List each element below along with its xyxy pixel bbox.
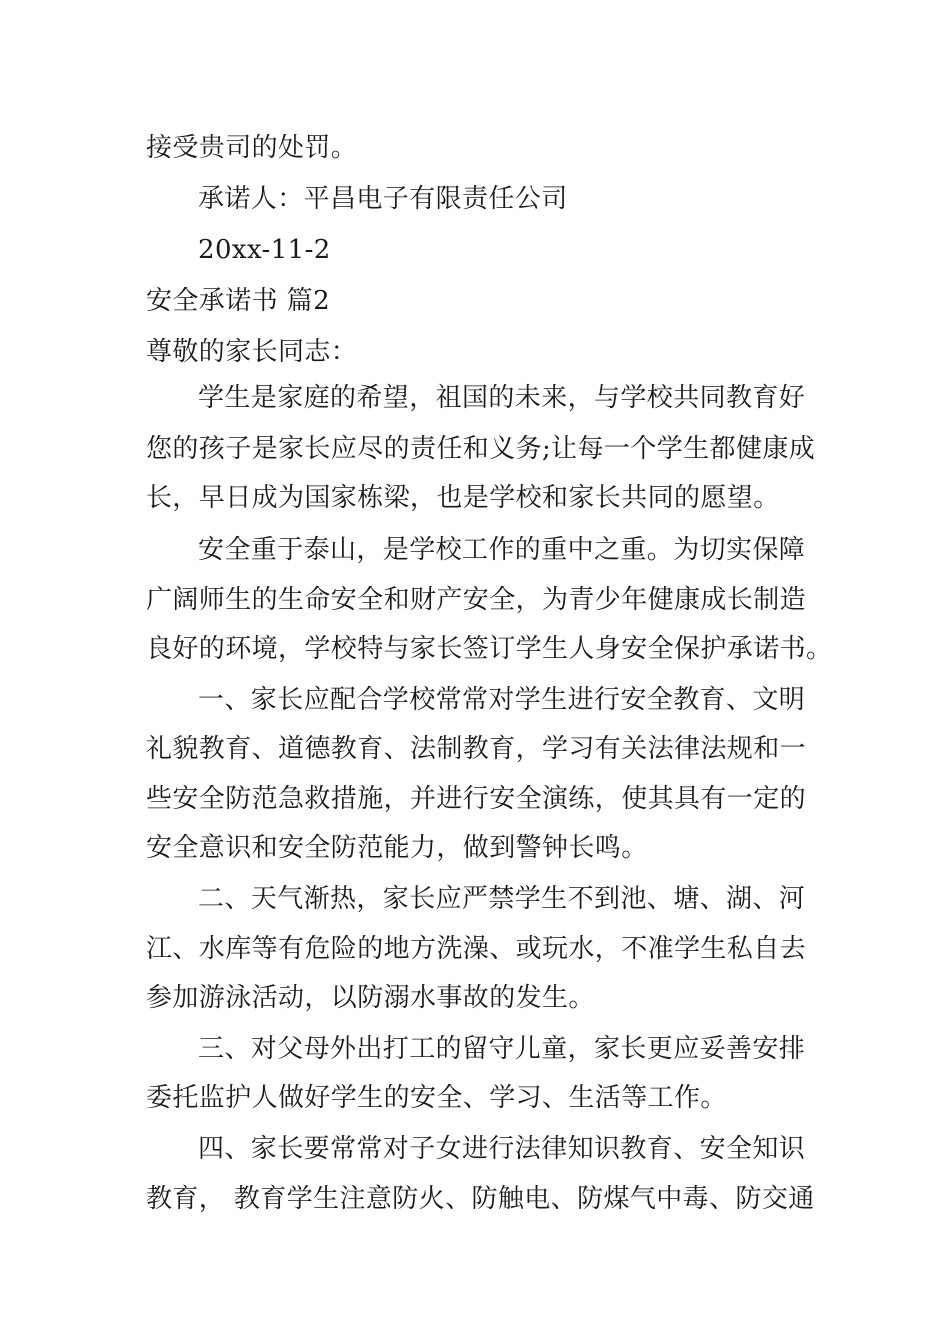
text-line: 三、对父母外出打工的留守儿童，家长更应妥善安排	[198, 1034, 806, 1064]
text-line: 江、水库等有危险的地方洗澡、或玩水，不准学生私自去	[146, 934, 807, 964]
text-line: 良好的环境，学校特与家长签订学生人身安全保护承诺书。	[146, 634, 833, 664]
text-line: 您的孩子是家长应尽的责任和义务;让每一个学生都健康成	[146, 434, 816, 464]
text-line: 委托监护人做好学生的安全、学习、生活等工作。	[146, 1083, 727, 1113]
text-line: 长，早日成为国家栋梁，也是学校和家长共同的愿望。	[146, 483, 780, 513]
text-line: 些安全防范急救措施，并进行安全演练，使其具有一定的	[146, 784, 807, 814]
salutation: 尊敬的家长同志：	[146, 337, 358, 367]
text-line: 二、天气渐热，家长应严禁学生不到池、塘、湖、河	[198, 884, 806, 914]
text-line: 一、家长应配合学校常常对学生进行安全教育、文明	[198, 685, 806, 715]
text-line: 安全意识和安全防范能力，做到警钟长鸣。	[146, 833, 648, 863]
text-line: 礼貌教育、道德教育、法制教育，学习有关法律法规和一	[146, 734, 807, 764]
text-line: 四、家长要常常对子女进行法律知识教育、安全知识	[198, 1134, 806, 1164]
text-line: 参加游泳活动，以防溺水事故的发生。	[146, 983, 595, 1013]
date-line: 20xx-11-2	[198, 235, 331, 265]
text-line: 接受贵司的处罚。	[146, 133, 358, 163]
section-heading: 安全承诺书 篇2	[146, 286, 331, 316]
text-line: 安全重于泰山，是学校工作的重中之重。为切实保障	[198, 535, 806, 565]
text-line: 教育， 教育学生注意防火、防触电、防煤气中毒、防交通	[146, 1184, 815, 1214]
text-line: 学生是家庭的希望，祖国的未来，与学校共同教育好	[198, 383, 806, 413]
signatory-line: 承诺人：平昌电子有限责任公司	[198, 184, 568, 214]
text-line: 广阔师生的生命安全和财产安全，为青少年健康成长制造	[146, 585, 807, 615]
